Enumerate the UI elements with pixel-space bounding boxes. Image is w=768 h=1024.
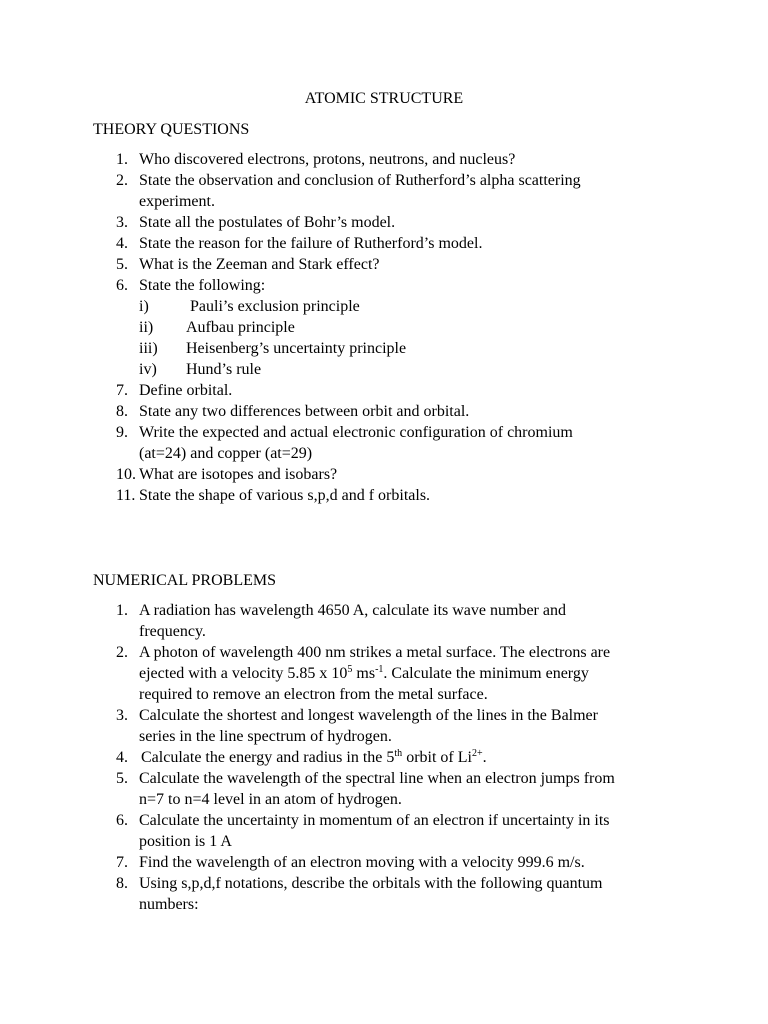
theory-question-3 [0, 212, 620, 233]
problem-number: 4. [116, 749, 128, 766]
problem-number: 3. [116, 707, 128, 724]
theory-questions-heading: THEORY QUESTIONS [93, 121, 250, 138]
question-number: 1. [116, 151, 128, 168]
question-number: 9. [116, 424, 128, 441]
theory-question-7 [0, 380, 620, 401]
question-number: 7. [116, 382, 128, 399]
question-text: Who discovered electrons, protons, neutrons, and nucleus? [139, 151, 516, 168]
superscript: 5 [347, 664, 353, 675]
question-text: What are isotopes and isobars? [139, 466, 338, 483]
question-text: State the following: [139, 277, 266, 294]
question-text: What is the Zeeman and Stark effect? [139, 256, 380, 273]
question-number: 5. [116, 256, 128, 273]
sub-item-number: i) [139, 298, 149, 315]
question-number: 11. [116, 487, 136, 504]
theory-question-11 [0, 485, 620, 506]
problem-text: Using s,p,d,f notations, describe the orbitals with the following quantum numbers: [139, 875, 603, 913]
question-number: 8. [116, 403, 128, 420]
numerical-problem-2 [0, 642, 620, 705]
sub-item-number: ii) [139, 319, 154, 336]
theory-question-10 [0, 464, 620, 485]
sub-item-text: Hund’s rule [186, 361, 262, 378]
superscript: -1 [375, 664, 384, 675]
question-number: 10. [116, 466, 136, 483]
problem-number: 6. [116, 812, 128, 829]
sub-item-hund [139, 359, 620, 380]
problem-text: Find the wavelength of an electron moving with a velocity 999.6 m/s. [139, 854, 585, 871]
question-number: 4. [116, 235, 128, 252]
page-title: ATOMIC STRUCTURE [304, 90, 464, 107]
numerical-problems-list [0, 600, 620, 915]
sub-item-text: Pauli’s exclusion principle [190, 298, 360, 315]
problem-text-part: Calculate the energy and radius in the 5 [141, 749, 395, 766]
question-text: State the observation and conclusion of Rutherford’s alpha scattering experiment. [139, 172, 581, 210]
numerical-problem-5 [0, 768, 620, 810]
numerical-problem-1 [0, 600, 620, 642]
question-number: 2. [116, 172, 128, 189]
problem-text-part: ms [352, 665, 376, 682]
problem-text-part: A photon of wavelength 400 nm strikes a metal surface. The electrons are ejected with a velocity 5.85 x 10 [139, 644, 611, 682]
superscript: th [394, 748, 403, 759]
question-number: 6. [116, 277, 128, 294]
problem-number: 7. [116, 854, 128, 871]
question-text: Write the expected and actual electronic configuration of chromium (at=24) and copper (at=29) [139, 424, 573, 462]
numerical-problem-3 [0, 705, 620, 747]
theory-questions-list [0, 149, 620, 506]
problem-text: A radiation has wavelength 4650 A, calculate its wave number and frequency. [139, 602, 566, 640]
problem-text-part: . [482, 749, 487, 766]
theory-question-4 [0, 233, 620, 254]
theory-question-9 [0, 422, 620, 464]
problem-number: 5. [116, 770, 128, 787]
numerical-problem-6 [0, 810, 620, 852]
problem-number: 2. [116, 644, 128, 661]
sub-item-text: Heisenberg’s uncertainty principle [186, 340, 407, 357]
problem-number: 8. [116, 875, 128, 892]
theory-question-8 [0, 401, 620, 422]
question-text: Define orbital. [139, 382, 233, 399]
sub-item-list [139, 296, 620, 380]
problem-text: Calculate the shortest and longest wavelength of the lines in the Balmer series in the line spectrum of hydrogen. [139, 707, 598, 745]
problem-number: 1. [116, 602, 128, 619]
sub-item-heisenberg [139, 338, 620, 359]
problem-text: Calculate the wavelength of the spectral line when an electron jumps from n=7 to n=4 level in an atom of hydrogen. [139, 770, 615, 808]
numerical-problem-8 [0, 873, 620, 915]
sub-item-number: iii) [139, 340, 158, 357]
question-text: State the shape of various s,p,d and f orbitals. [139, 487, 431, 504]
problem-text-part: orbit of Li [402, 749, 472, 766]
problem-text: Calculate the uncertainty in momentum of an electron if uncertainty in its position is 1 A [139, 812, 610, 850]
numerical-problem-7 [0, 852, 620, 873]
sub-item-aufbau [139, 317, 620, 338]
question-text: State the reason for the failure of Rutherford’s model. [139, 235, 483, 252]
superscript: 2+ [471, 748, 483, 759]
sub-item-pauli [139, 296, 620, 317]
theory-question-2 [0, 170, 620, 212]
sub-item-text: Aufbau principle [186, 319, 295, 336]
theory-question-6 [0, 275, 620, 380]
theory-question-1 [0, 149, 620, 170]
sub-item-number: iv) [139, 361, 157, 378]
numerical-problem-4 [0, 747, 620, 768]
theory-question-5 [0, 254, 620, 275]
question-number: 3. [116, 214, 128, 231]
numerical-problems-heading: NUMERICAL PROBLEMS [93, 572, 276, 589]
problem-text-part: . Calculate the minimum energy required to remove an electron from the metal surface. [139, 665, 589, 703]
question-text: State all the postulates of Bohr’s model. [139, 214, 396, 231]
question-text: State any two differences between orbit and orbital. [139, 403, 470, 420]
